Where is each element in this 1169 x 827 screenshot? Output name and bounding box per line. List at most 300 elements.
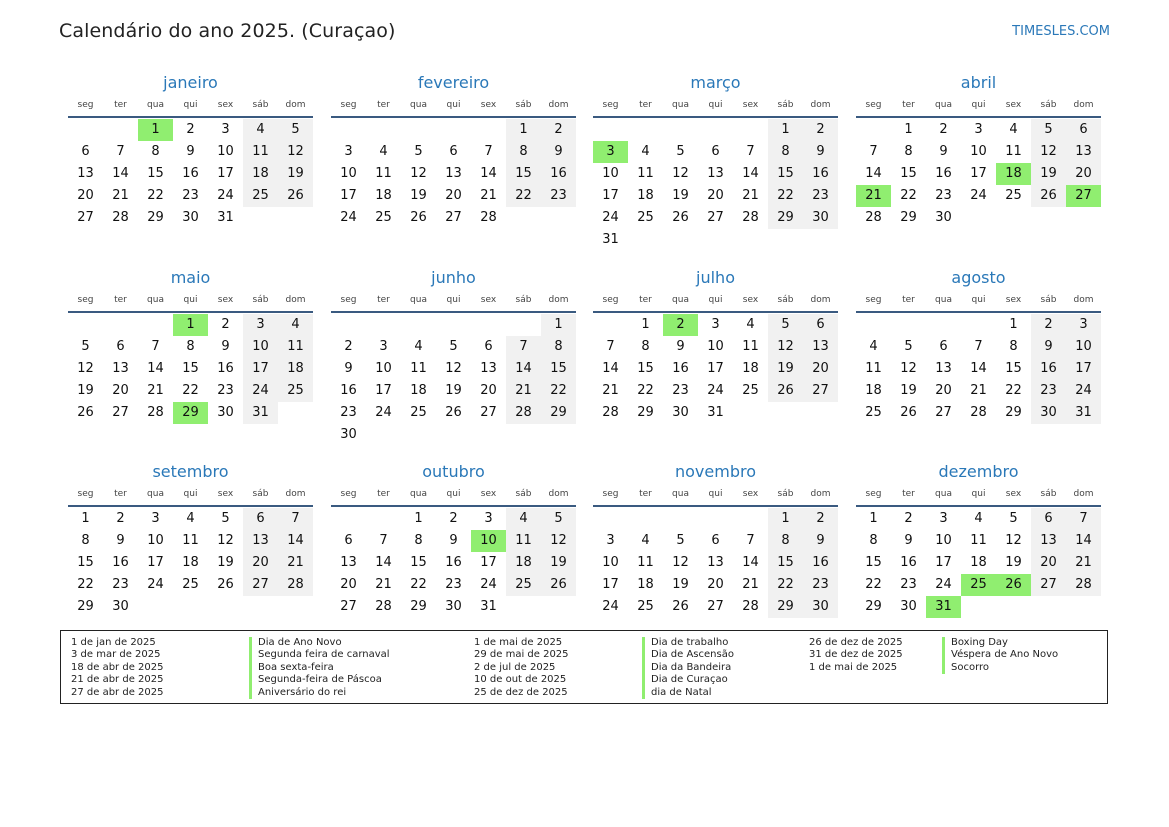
- site-link[interactable]: TIMESLES.COM: [1012, 24, 1110, 39]
- week-row: [331, 552, 576, 574]
- day-cell: 19: [768, 358, 803, 380]
- day-cell: 20: [480, 383, 497, 398]
- day-cell: 2: [116, 511, 125, 526]
- weekday-label: ter: [377, 100, 390, 110]
- month-divider: [593, 505, 838, 507]
- empty-cell: [541, 207, 576, 229]
- day-cell: 3: [484, 511, 493, 526]
- day-cell: 16: [445, 555, 462, 570]
- day-cell: 29: [768, 207, 803, 229]
- week-row: [331, 424, 576, 446]
- day-cell: 24: [970, 188, 987, 203]
- day-cell: 30: [217, 405, 234, 420]
- day-cell: 9: [1031, 336, 1066, 358]
- weekday-label: seg: [340, 489, 357, 499]
- day-cell: 11: [865, 361, 882, 376]
- week-row: [593, 314, 838, 336]
- day-cell: 1: [641, 317, 650, 332]
- weekday-label: qui: [183, 295, 198, 305]
- day-cell: 31: [243, 402, 278, 424]
- day-cell: 12: [1005, 533, 1022, 548]
- day-cell: 23: [672, 383, 689, 398]
- day-cell: 9: [676, 339, 685, 354]
- day-cell: 29: [637, 405, 654, 420]
- month-novembro: [593, 461, 838, 618]
- day-cell: 22: [506, 185, 541, 207]
- day-cell: 11: [278, 336, 313, 358]
- empty-cell: [593, 314, 628, 336]
- day-cell: 15: [1005, 361, 1022, 376]
- day-cell: 29: [541, 402, 576, 424]
- day-cell: 9: [344, 361, 353, 376]
- day-cell: 12: [410, 166, 427, 181]
- day-cell: 14: [742, 166, 759, 181]
- empty-cell: [733, 508, 768, 530]
- day-cell: 16: [803, 163, 838, 185]
- day-cell: 22: [637, 383, 654, 398]
- week-row: [331, 402, 576, 424]
- empty-cell: [698, 508, 733, 530]
- day-cell: 20: [112, 383, 129, 398]
- week-row: [331, 314, 576, 336]
- day-cell: 28: [278, 574, 313, 596]
- day-cell: 2: [904, 511, 913, 526]
- weekday-label: ter: [639, 100, 652, 110]
- day-cell: 27: [803, 380, 838, 402]
- empty-cell: [331, 119, 366, 141]
- day-cell: 20: [445, 188, 462, 203]
- day-cell: 29: [147, 210, 164, 225]
- legend-date: 1 de mai de 2025: [474, 637, 563, 648]
- day-cell: 28: [602, 405, 619, 420]
- weekday-label: dom: [1073, 100, 1094, 110]
- weekday-header: [331, 291, 576, 309]
- weekday-label: sáb: [252, 489, 269, 499]
- day-cell: 31: [926, 596, 961, 618]
- day-cell: 16: [672, 361, 689, 376]
- day-cell: 13: [1031, 530, 1066, 552]
- week-row: [593, 119, 838, 141]
- legend-date: 2 de jul de 2025: [474, 661, 556, 673]
- day-cell: 9: [541, 141, 576, 163]
- week-row: [331, 207, 576, 229]
- day-cell: 10: [602, 166, 619, 181]
- holiday-legend: [60, 630, 1108, 704]
- day-cell: 29: [173, 402, 208, 424]
- day-cell: 22: [410, 577, 427, 592]
- empty-cell: [1031, 207, 1066, 229]
- empty-cell: [733, 402, 768, 424]
- month-name: fevereiro: [417, 73, 490, 92]
- week-row: [856, 119, 1101, 141]
- day-cell: 12: [768, 336, 803, 358]
- day-cell: 23: [900, 577, 917, 592]
- weekday-label: seg: [77, 489, 94, 499]
- day-cell: 1: [414, 511, 423, 526]
- month-divider: [856, 505, 1101, 507]
- legend-date: 26 de dez de 2025: [809, 637, 903, 648]
- day-cell: 31: [217, 210, 234, 225]
- weekday-label: dom: [548, 100, 569, 110]
- day-cell: 27: [243, 574, 278, 596]
- day-cell: 19: [541, 552, 576, 574]
- day-cell: 9: [939, 144, 948, 159]
- month-dezembro: [856, 461, 1101, 618]
- day-cell: 8: [151, 144, 160, 159]
- day-cell: 7: [151, 339, 160, 354]
- day-cell: 21: [1066, 552, 1101, 574]
- day-cell: 2: [803, 508, 838, 530]
- month-maio: [68, 267, 313, 424]
- empty-cell: [401, 314, 436, 336]
- day-cell: 11: [375, 166, 392, 181]
- day-cell: 25: [182, 577, 199, 592]
- empty-cell: [541, 596, 576, 618]
- day-cell: 25: [243, 185, 278, 207]
- day-cell: 2: [186, 122, 195, 137]
- empty-cell: [593, 119, 628, 141]
- day-cell: 25: [865, 405, 882, 420]
- empty-cell: [243, 207, 278, 229]
- day-cell: 23: [1031, 380, 1066, 402]
- day-cell: 12: [900, 361, 917, 376]
- weekday-label: seg: [865, 489, 882, 499]
- empty-cell: [663, 229, 698, 251]
- empty-cell: [506, 424, 541, 446]
- week-row: [68, 574, 313, 596]
- day-cell: 3: [243, 314, 278, 336]
- day-cell: 21: [742, 188, 759, 203]
- day-cell: 9: [221, 339, 230, 354]
- weekday-label: seg: [340, 100, 357, 110]
- day-cell: 20: [243, 552, 278, 574]
- day-cell: 19: [217, 555, 234, 570]
- legend-date: 18 de abr de 2025: [71, 661, 164, 673]
- empty-cell: [663, 508, 698, 530]
- empty-cell: [628, 119, 663, 141]
- week-row: [331, 141, 576, 163]
- week-row: [331, 336, 576, 358]
- week-row: [68, 119, 313, 141]
- empty-cell: [996, 207, 1031, 229]
- day-cell: 9: [186, 144, 195, 159]
- week-row: [593, 402, 838, 424]
- week-row: [593, 574, 838, 596]
- empty-cell: [628, 508, 663, 530]
- weekday-label: sáb: [1040, 295, 1057, 305]
- month-divider: [856, 116, 1101, 118]
- week-row: [593, 552, 838, 574]
- day-cell: 12: [217, 533, 234, 548]
- week-row: [68, 141, 313, 163]
- empty-cell: [996, 596, 1031, 618]
- day-cell: 14: [970, 361, 987, 376]
- day-cell: 9: [803, 141, 838, 163]
- weekday-label: sáb: [252, 295, 269, 305]
- empty-cell: [506, 596, 541, 618]
- day-cell: 14: [112, 166, 129, 181]
- day-cell: 26: [278, 185, 313, 207]
- day-cell: 23: [803, 185, 838, 207]
- day-cell: 9: [803, 530, 838, 552]
- day-cell: 9: [449, 533, 458, 548]
- weekday-header: [331, 96, 576, 114]
- empty-cell: [733, 119, 768, 141]
- weekday-label: dom: [810, 295, 831, 305]
- month-julho: [593, 267, 838, 424]
- legend-names-3: [942, 637, 1058, 674]
- day-cell: 21: [375, 577, 392, 592]
- day-cell: 24: [340, 210, 357, 225]
- day-cell: 20: [1066, 163, 1101, 185]
- day-cell: 21: [856, 185, 891, 207]
- empty-cell: [1066, 207, 1101, 229]
- empty-cell: [436, 424, 471, 446]
- day-cell: 10: [602, 555, 619, 570]
- day-cell: 28: [480, 210, 497, 225]
- day-cell: 16: [182, 166, 199, 181]
- day-cell: 19: [278, 163, 313, 185]
- weekday-header: [68, 96, 313, 114]
- empty-cell: [366, 424, 401, 446]
- day-cell: 18: [996, 163, 1031, 185]
- empty-cell: [243, 596, 278, 618]
- day-cell: 14: [147, 361, 164, 376]
- week-row: [593, 141, 838, 163]
- week-row: [856, 336, 1101, 358]
- month-name: outubro: [422, 462, 485, 481]
- day-cell: 11: [637, 555, 654, 570]
- day-cell: 8: [541, 336, 576, 358]
- day-cell: 14: [602, 361, 619, 376]
- empty-cell: [471, 119, 506, 141]
- day-cell: 25: [637, 599, 654, 614]
- week-row: [331, 358, 576, 380]
- day-cell: 5: [768, 314, 803, 336]
- day-cell: 10: [375, 361, 392, 376]
- day-cell: 28: [865, 210, 882, 225]
- month-name: janeiro: [163, 73, 218, 92]
- day-cell: 15: [182, 361, 199, 376]
- weekday-label: qua: [410, 489, 427, 499]
- day-cell: 7: [116, 144, 125, 159]
- empty-cell: [628, 229, 663, 251]
- day-cell: 17: [935, 555, 952, 570]
- weekday-label: sáb: [777, 100, 794, 110]
- day-cell: 17: [970, 166, 987, 181]
- week-row: [68, 207, 313, 229]
- weekday-label: qui: [708, 295, 723, 305]
- day-cell: 25: [375, 210, 392, 225]
- weekday-label: dom: [548, 489, 569, 499]
- day-cell: 7: [869, 144, 878, 159]
- day-cell: 13: [707, 166, 724, 181]
- day-cell: 29: [410, 599, 427, 614]
- weekday-label: dom: [1073, 295, 1094, 305]
- empty-cell: [436, 119, 471, 141]
- page-title: Calendário do ano 2025. (Curaçao): [59, 20, 396, 42]
- day-cell: 13: [77, 166, 94, 181]
- weekday-header: [68, 485, 313, 503]
- week-row: [856, 358, 1101, 380]
- week-row: [593, 530, 838, 552]
- day-cell: 4: [506, 508, 541, 530]
- day-cell: 8: [414, 533, 423, 548]
- empty-cell: [103, 119, 138, 141]
- week-row: [856, 163, 1101, 185]
- weekday-header: [593, 96, 838, 114]
- day-cell: 28: [112, 210, 129, 225]
- day-cell: 7: [484, 144, 493, 159]
- weekday-label: sex: [742, 100, 759, 110]
- empty-cell: [593, 508, 628, 530]
- day-cell: 3: [221, 122, 230, 137]
- month-name: julho: [696, 268, 735, 287]
- weekday-label: ter: [902, 295, 915, 305]
- day-cell: 25: [278, 380, 313, 402]
- day-cell: 18: [410, 383, 427, 398]
- weekday-label: seg: [865, 295, 882, 305]
- day-cell: 15: [541, 358, 576, 380]
- day-cell: 21: [602, 383, 619, 398]
- weekday-label: ter: [902, 489, 915, 499]
- weekday-label: seg: [602, 489, 619, 499]
- weekday-label: qua: [410, 295, 427, 305]
- day-cell: 1: [768, 119, 803, 141]
- day-cell: 18: [865, 383, 882, 398]
- day-cell: 15: [147, 166, 164, 181]
- week-row: [68, 163, 313, 185]
- weekday-label: sáb: [1040, 100, 1057, 110]
- day-cell: 21: [112, 188, 129, 203]
- day-cell: 23: [112, 577, 129, 592]
- weekday-label: ter: [639, 295, 652, 305]
- day-cell: 11: [410, 361, 427, 376]
- day-cell: 1: [1009, 317, 1018, 332]
- day-cell: 23: [935, 188, 952, 203]
- month-name: abril: [960, 73, 997, 92]
- day-cell: 10: [340, 166, 357, 181]
- weekday-label: qui: [446, 100, 461, 110]
- weekday-label: qui: [708, 489, 723, 499]
- empty-cell: [803, 402, 838, 424]
- day-cell: 30: [803, 207, 838, 229]
- weekday-label: sex: [480, 489, 497, 499]
- day-cell: 14: [375, 555, 392, 570]
- day-cell: 14: [278, 530, 313, 552]
- day-cell: 27: [707, 599, 724, 614]
- day-cell: 16: [900, 555, 917, 570]
- day-cell: 13: [480, 361, 497, 376]
- day-cell: 4: [869, 339, 878, 354]
- week-row: [593, 380, 838, 402]
- week-row: [856, 380, 1101, 402]
- weekday-label: qua: [672, 295, 689, 305]
- day-cell: 16: [935, 166, 952, 181]
- empty-cell: [366, 119, 401, 141]
- month-fevereiro: [331, 72, 576, 229]
- month-divider: [68, 505, 313, 507]
- day-cell: 23: [217, 383, 234, 398]
- day-cell: 15: [506, 163, 541, 185]
- day-cell: 6: [243, 508, 278, 530]
- legend-holiday-name: Aniversário do rei: [258, 686, 347, 698]
- legend-holiday-name: Véspera de Ano Novo: [951, 649, 1059, 661]
- weekday-label: sex: [480, 100, 497, 110]
- day-cell: 5: [1009, 511, 1018, 526]
- week-row: [593, 358, 838, 380]
- day-cell: 30: [803, 596, 838, 618]
- day-cell: 5: [449, 339, 458, 354]
- day-cell: 24: [602, 210, 619, 225]
- month-divider: [331, 505, 576, 507]
- day-cell: 30: [340, 427, 357, 442]
- day-cell: 13: [445, 166, 462, 181]
- day-cell: 10: [217, 144, 234, 159]
- legend-date: 1 de jan de 2025: [71, 637, 156, 648]
- day-cell: 9: [904, 533, 913, 548]
- day-cell: 24: [243, 380, 278, 402]
- day-cell: 3: [974, 122, 983, 137]
- day-cell: 6: [1066, 119, 1101, 141]
- legend-dates-2: [474, 637, 569, 699]
- weekday-label: ter: [639, 489, 652, 499]
- weekday-label: qua: [410, 100, 427, 110]
- day-cell: 26: [541, 574, 576, 596]
- day-cell: 30: [445, 599, 462, 614]
- day-cell: 21: [742, 577, 759, 592]
- weekday-label: sex: [1005, 489, 1022, 499]
- day-cell: 27: [77, 210, 94, 225]
- day-cell: 14: [742, 555, 759, 570]
- day-cell: 8: [641, 339, 650, 354]
- day-cell: 2: [939, 122, 948, 137]
- day-cell: 6: [803, 314, 838, 336]
- day-cell: 18: [637, 188, 654, 203]
- day-cell: 5: [541, 508, 576, 530]
- empty-cell: [768, 229, 803, 251]
- weekday-label: qua: [935, 100, 952, 110]
- empty-cell: [698, 229, 733, 251]
- day-cell: 22: [900, 188, 917, 203]
- day-cell: 6: [81, 144, 90, 159]
- day-cell: 2: [1031, 314, 1066, 336]
- day-cell: 29: [865, 599, 882, 614]
- month-março: [593, 72, 838, 251]
- legend-date: 21 de abr de 2025: [71, 674, 164, 686]
- weekday-label: dom: [810, 100, 831, 110]
- day-cell: 21: [147, 383, 164, 398]
- weekday-label: sex: [1005, 100, 1022, 110]
- week-row: [331, 530, 576, 552]
- legend-dates-3: [809, 637, 903, 674]
- day-cell: 19: [1005, 555, 1022, 570]
- empty-cell: [401, 424, 436, 446]
- weekday-label: sex: [217, 489, 234, 499]
- month-divider: [331, 311, 576, 313]
- empty-cell: [856, 314, 891, 336]
- weekday-label: sáb: [777, 295, 794, 305]
- day-cell: 22: [865, 577, 882, 592]
- day-cell: 10: [935, 533, 952, 548]
- day-cell: 23: [445, 577, 462, 592]
- empty-cell: [541, 424, 576, 446]
- empty-cell: [803, 229, 838, 251]
- day-cell: 2: [221, 317, 230, 332]
- empty-cell: [961, 314, 996, 336]
- day-cell: 17: [602, 577, 619, 592]
- day-cell: 26: [77, 405, 94, 420]
